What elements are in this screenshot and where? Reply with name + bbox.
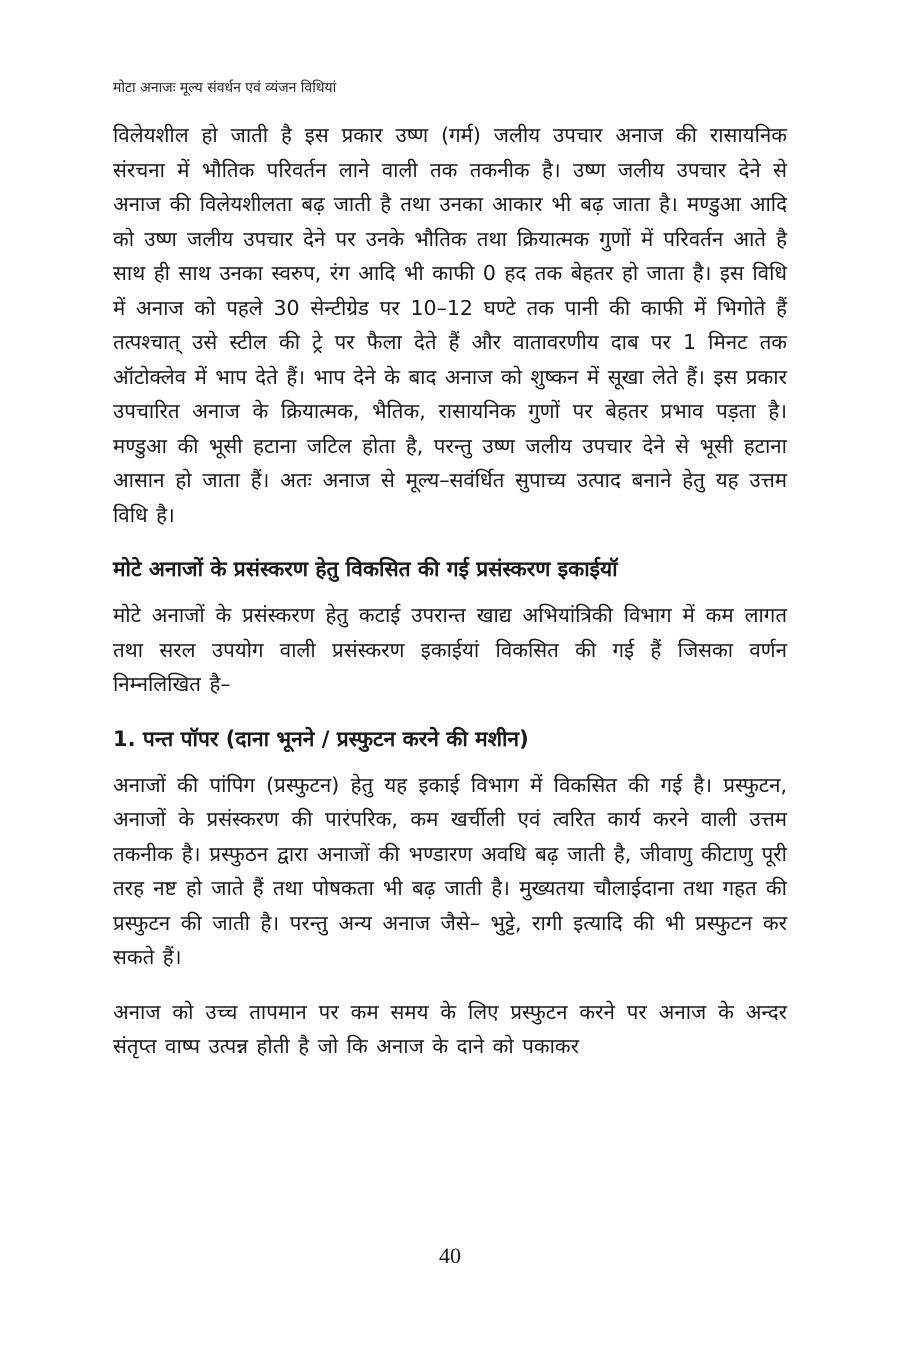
body-paragraph-popping-description: अनाजों की पांपिग (प्रस्फुटन) हेतु यह इकाई विभाग में विकसित की गई है। प्रस्फुटन, अनाजों के प्रसंस्करण की पारंपरिक, कम खर्चीली एवं त्वरित कार्य करने वाली उत्तम तकनीक है। प्रस्फुठन द्वारा अनाजों की भण्डारण अवधि बढ़ जाती है, जीवाणु कीटाणु पूरी तरह नष्ट हो जाते हैं तथा पोषकता भी बढ़ जाती है। मुख्यतया चौलाईदाना तथा गहत की प्रस्फुटन की जाती है। परन्तु अन्य अनाज जैसे– भुट्टे, रागी इत्यादि की भी प्रस्फुटन कर सकते हैं। bbox=[113, 772, 787, 969]
body-paragraph-processing-units-intro: मोटे अनाजों के प्रसंस्करण हेतु कटाई उपरान्त खाद्य अभियांत्रिकी विभाग में कम लागत तथा सरल उपयोग वाली प्रसंस्करण इकाईयां विकसित की गई हैं जिसका वर्णन निम्नलिखित है– bbox=[113, 603, 787, 696]
running-header: मोटा अनाजः मूल्य संवर्धन एवं व्यंजन विधियां bbox=[113, 80, 337, 96]
page-number: 40 bbox=[439, 1243, 461, 1268]
body-paragraph-popping-process: अनाज को उच्च तापमान पर कम समय के लिए प्रस्फुटन करने पर अनाज के अन्दर संतृप्त वाष्प उत्पन्न होती है जो कि अनाज के दाने को पकाकर bbox=[113, 999, 787, 1058]
section-heading-processing-units: मोटे अनाजों के प्रसंस्करण हेतु विकसित की गई प्रसंस्करण इकाईयॉ bbox=[113, 557, 618, 581]
body-paragraph-hydrothermal-treatment: विलेयशील हो जाती है इस प्रकार उष्ण (गर्म) जलीय उपचार अनाज की रासायनिक संरचना में भौतिक परिवर्तन लाने वाली तक तकनीक है। उष्ण जलीय उपचार देने से अनाज की विलेयशीलता बढ़ जाती है तथा उनका आकार भी बढ़ जाता है। मण्डुआ आदि को उष्ण जलीय उपचार देने पर उनके भौतिक तथा क्रियात्मक गुणों में परिवर्तन आते है साथ ही साथ उनका स्वरुप, रंग आदि भी काफी 0 हद तक बेहतर हो जाता है। इस विधि में अनाज को पहले 30 सेन्टीग्रेड पर 10–12 घण्टे तक पानी की काफी में भिगोते हैं तत्पश्चात् उसे स्टील की ट्रे पर फैला देते हैं और वातावरणीय दाब पर 1 मिनट तक ऑटोक्लेव में भाप देते हैं। भाप देने के बाद अनाज को शुष्कन में सूखा लेते हैं। इस प्रकार उपचारित अनाज के क्रियात्मक, भैतिक, रासायनिक गुणों पर बेहतर प्रभाव पड़ता है। मण्डुआ की भूसी हटाना जटिल होता है, परन्तु उष्ण जलीय उपचार देने से भूसी हटाना आसान हो जाता हैं। अतः अनाज से मूल्य–सवंर्धित सुपाच्य उत्पाद बनाने हेतु यह उत्तम विधि है। bbox=[113, 123, 787, 527]
page-content bbox=[113, 118, 787, 1064]
subsection-heading-pant-popper: 1. पन्त पॉपर (दाना भूनने / प्रस्फुटन करने की मशीन) bbox=[113, 726, 529, 751]
